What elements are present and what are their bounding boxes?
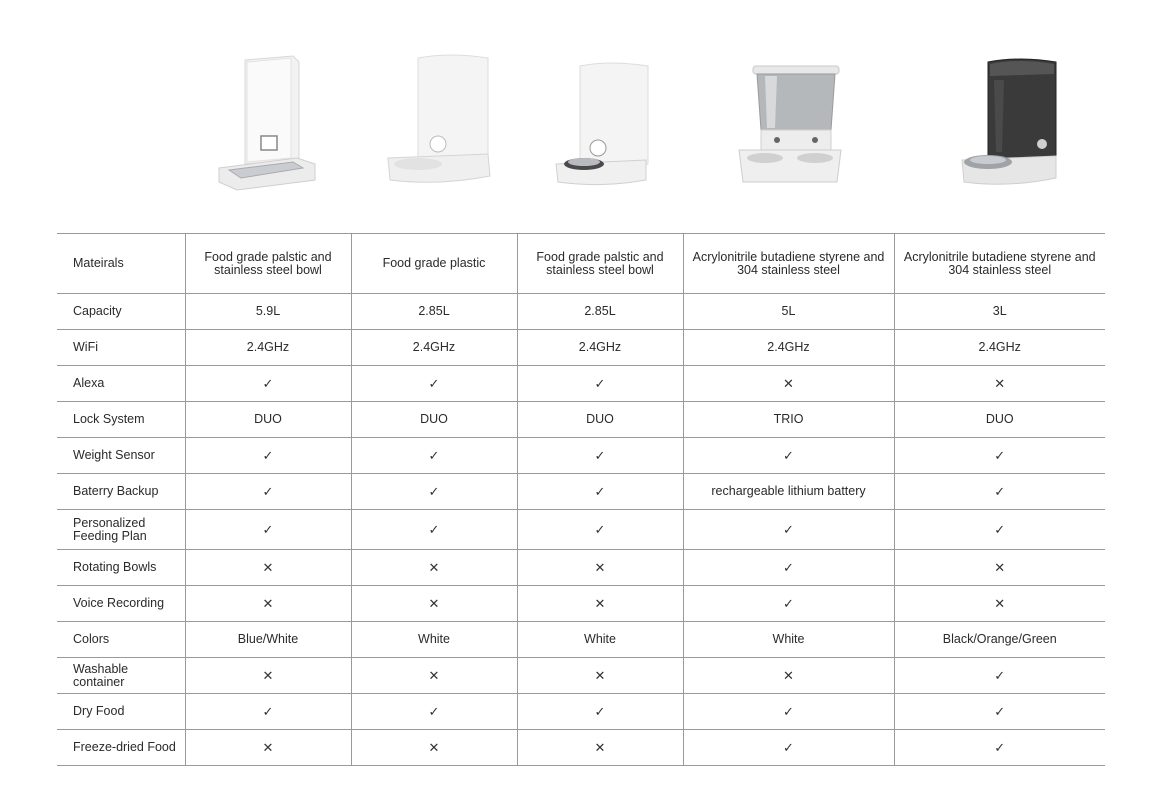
table-cell: ✓ (517, 474, 683, 510)
table-cell: Food grade palstic and stainless steel bowl (185, 234, 351, 294)
comparison-table (57, 233, 1105, 766)
table-cell: ✓ (683, 510, 894, 550)
table-cell: 2.4GHz (683, 330, 894, 366)
table-cell: DUO (517, 402, 683, 438)
row-label: Mateirals (57, 234, 185, 294)
table-cell: ✓ (351, 474, 517, 510)
table-row (57, 550, 1105, 586)
table-cell: 5.9L (185, 294, 351, 330)
table-cell: Acrylonitrile butadiene styrene and 304 stainless steel (894, 234, 1105, 294)
white-feeder-rounded-icon (370, 40, 500, 210)
table-cell: ✕ (351, 550, 517, 586)
table-cell: ✕ (683, 658, 894, 694)
feeder-5-image (950, 40, 1080, 210)
table-row (57, 366, 1105, 402)
table-row (57, 438, 1105, 474)
table-cell: ✓ (351, 694, 517, 730)
table-cell: ✕ (185, 586, 351, 622)
table-cell: ✕ (894, 550, 1105, 586)
table-cell: ✕ (517, 658, 683, 694)
table-row (57, 694, 1105, 730)
silver-feeder-dual-bowl-icon (725, 40, 855, 210)
table-cell: ✓ (517, 510, 683, 550)
white-feeder-compact-icon (540, 40, 670, 210)
table-row (57, 730, 1105, 766)
table-cell: ✕ (185, 730, 351, 766)
table-cell: 2.85L (351, 294, 517, 330)
table-cell: ✕ (683, 366, 894, 402)
table-cell: ✕ (517, 550, 683, 586)
table-cell: ✓ (683, 438, 894, 474)
product-images (0, 0, 1173, 220)
table-cell: ✕ (185, 550, 351, 586)
row-label: Lock System (57, 402, 185, 438)
table-cell: ✕ (517, 730, 683, 766)
table-row (57, 658, 1105, 694)
table-cell: TRIO (683, 402, 894, 438)
table-cell: 5L (683, 294, 894, 330)
table-cell: DUO (351, 402, 517, 438)
table-cell: Acrylonitrile butadiene styrene and 304 stainless steel (683, 234, 894, 294)
table-cell: Blue/White (185, 622, 351, 658)
table-cell: ✓ (517, 694, 683, 730)
table-cell: ✓ (351, 510, 517, 550)
row-label: Voice Recording (57, 586, 185, 622)
table-cell: ✓ (185, 366, 351, 402)
feeder-2-image (370, 40, 500, 210)
table-cell: White (351, 622, 517, 658)
table-cell: ✓ (185, 694, 351, 730)
table-cell: 2.4GHz (517, 330, 683, 366)
table-cell: ✓ (894, 510, 1105, 550)
feeder-1-image (205, 40, 335, 210)
row-label: Weight Sensor (57, 438, 185, 474)
table-cell: ✓ (683, 550, 894, 586)
white-feeder-tall-icon (205, 40, 335, 210)
table-cell: ✕ (894, 366, 1105, 402)
row-label: Colors (57, 622, 185, 658)
table-cell: White (683, 622, 894, 658)
table-cell: ✓ (185, 474, 351, 510)
table-row (57, 474, 1105, 510)
table-cell: 2.4GHz (185, 330, 351, 366)
row-label: Alexa (57, 366, 185, 402)
table-cell: ✓ (683, 694, 894, 730)
row-label: Personalized Feeding Plan (57, 510, 185, 550)
table-cell: ✓ (894, 474, 1105, 510)
feeder-3-image (540, 40, 670, 210)
feeder-4-image (725, 40, 855, 210)
table-cell: Black/Orange/Green (894, 622, 1105, 658)
row-label: Rotating Bowls (57, 550, 185, 586)
table-cell: ✕ (351, 658, 517, 694)
table-row (57, 402, 1105, 438)
table-cell: ✓ (185, 510, 351, 550)
row-label: Baterry Backup (57, 474, 185, 510)
table-cell: Food grade plastic (351, 234, 517, 294)
table-cell: ✕ (351, 730, 517, 766)
table-cell: ✕ (351, 586, 517, 622)
table-cell: ✓ (185, 438, 351, 474)
table-row (57, 586, 1105, 622)
black-feeder-solo-icon (950, 40, 1080, 210)
table-cell: ✕ (517, 586, 683, 622)
table-cell: ✓ (351, 438, 517, 474)
table-row (57, 234, 1105, 294)
table-row (57, 622, 1105, 658)
table-cell: DUO (894, 402, 1105, 438)
table-cell: 2.4GHz (351, 330, 517, 366)
row-label: Freeze-dried Food (57, 730, 185, 766)
table-cell: Food grade palstic and stainless steel bowl (517, 234, 683, 294)
table-cell: 3L (894, 294, 1105, 330)
table-cell: ✓ (683, 586, 894, 622)
table-cell: ✕ (894, 586, 1105, 622)
table-cell: ✓ (683, 730, 894, 766)
table-row (57, 330, 1105, 366)
table-cell: White (517, 622, 683, 658)
table-cell: ✓ (894, 730, 1105, 766)
table-row (57, 510, 1105, 550)
table-cell: ✓ (894, 694, 1105, 730)
table-cell: 2.4GHz (894, 330, 1105, 366)
table-row (57, 294, 1105, 330)
table-cell: ✓ (517, 438, 683, 474)
row-label: WiFi (57, 330, 185, 366)
table-cell: ✓ (894, 658, 1105, 694)
table-cell: ✓ (517, 366, 683, 402)
row-label: Dry Food (57, 694, 185, 730)
table-cell: rechargeable lithium battery (683, 474, 894, 510)
table-cell: ✓ (894, 438, 1105, 474)
table-cell: DUO (185, 402, 351, 438)
table-cell: ✕ (185, 658, 351, 694)
row-label: Capacity (57, 294, 185, 330)
table-cell: 2.85L (517, 294, 683, 330)
table-cell: ✓ (351, 366, 517, 402)
row-label: Washable container (57, 658, 185, 694)
